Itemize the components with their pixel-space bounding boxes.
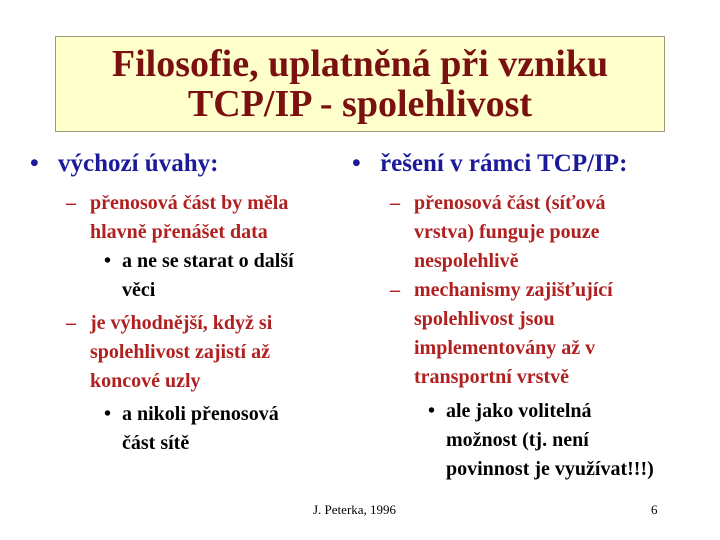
left-item-1-line-1: přenosová část by měla (90, 192, 289, 214)
right-sub-1-line-1: ale jako volitelná (446, 400, 592, 422)
right-item-2-line-3: implementovány až v (414, 337, 596, 359)
left-item-2-line-2: spolehlivost zajistí až (90, 341, 270, 363)
dash-icon: – (66, 192, 76, 214)
right-item-2-line-1: mechanismy zajišťující (414, 279, 613, 301)
left-item-2-line-1: je výhodnější, když si (90, 312, 273, 334)
left-sub-2-line-1: a nikoli přenosová (122, 403, 279, 425)
left-sub-1 (104, 247, 350, 305)
right-item-2-line-2: spolehlivost jsou (414, 308, 555, 330)
right-column (352, 150, 712, 484)
left-heading-text: výchozí úvahy: (58, 150, 219, 177)
right-item-1-line-1: přenosová část (síťová (414, 192, 606, 214)
left-sub-2-line-2: část sítě (122, 432, 190, 454)
bullet-icon: • (104, 250, 112, 272)
right-sub-1-line-3: povinnost je využívat!!!) (446, 458, 654, 480)
right-sub-1-line-2: možnost (tj. není (446, 429, 589, 451)
bullet-icon: • (352, 150, 361, 177)
left-sub-1-line-1: a ne se starat o další (122, 250, 294, 272)
left-item-1 (66, 189, 350, 247)
right-heading-text: řešení v rámci TCP/IP: (380, 150, 628, 177)
bullet-icon: • (30, 150, 39, 177)
right-item-1 (390, 189, 712, 276)
left-item-2 (66, 309, 350, 396)
left-sub-1-line-2: věci (122, 279, 156, 301)
right-item-2-line-4: transportní vrstvě (414, 366, 569, 388)
bullet-icon: • (104, 403, 112, 425)
right-item-1-line-3: nespolehlivě (414, 250, 519, 272)
right-item-2 (390, 276, 712, 392)
left-sub-2 (104, 400, 350, 458)
left-item-1-line-2: hlavně přenášet data (90, 221, 268, 243)
dash-icon: – (390, 192, 400, 214)
bullet-icon: • (428, 400, 436, 422)
title-line-1: Filosofie, uplatněná při vzniku (111, 43, 609, 85)
dash-icon: – (390, 279, 400, 301)
page-number: 6 (651, 502, 658, 517)
footer-author: J. Peterka, 1996 (313, 502, 397, 517)
title-line-2: TCP/IP - spolehlivost (187, 83, 533, 125)
dash-icon: – (66, 312, 76, 334)
right-item-1-line-2: vrstva) funguje pouze (414, 221, 600, 243)
left-heading (30, 150, 350, 178)
title-box (55, 36, 665, 132)
left-column (30, 150, 350, 458)
right-heading (352, 150, 712, 178)
right-sub-1 (428, 397, 712, 484)
left-item-2-line-3: koncové uzly (90, 370, 201, 392)
